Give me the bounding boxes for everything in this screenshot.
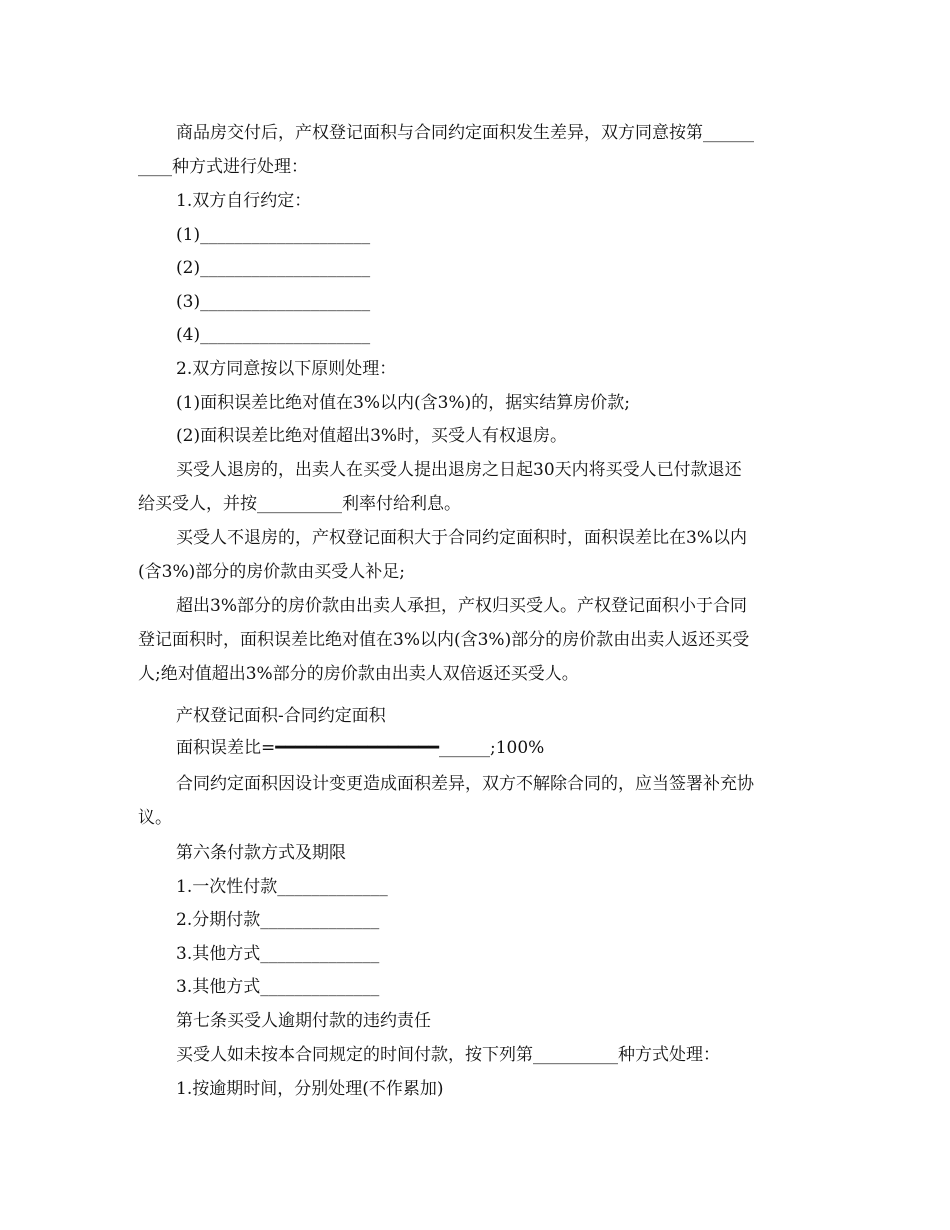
section-heading: 第七条买受人逾期付款的违约责任 [176,1011,431,1031]
paragraph-line: ____种方式进行处理： [138,157,308,177]
list-item: 1.双方自行约定： [176,191,312,211]
paragraph-line: 超出3%部分的房价款由出卖人承担，产权归买受人。产权登记面积小于合同 [176,596,747,616]
formula-line: 面积误差比=━━━━━━━━━━━━━━━━______;100% [176,738,545,758]
formula-numerator: 产权登记面积-合同约定面积 [176,706,386,726]
list-item: 1.按逾期时间，分别处理(不作累加) [176,1079,444,1099]
paragraph-line: 人;绝对值超出3%部分的房价款由出卖人双倍返还买受人。 [138,664,579,684]
paragraph-line: 议。 [138,808,172,828]
paragraph-line: 买受人如未按本合同规定的时间付款，按下列第__________种方式处理： [176,1045,720,1065]
paragraph-line: 登记面积时，面积误差比绝对值在3%以内(含3%)部分的房价款由出卖人返还买受 [138,630,750,650]
paragraph-line: 商品房交付后，产权登记面积与合同约定面积发生差异，双方同意按第______ [176,123,754,143]
list-item: (3)____________________ [176,292,371,312]
list-item: (4)____________________ [176,325,371,345]
paragraph-line: 买受人不退房的，产权登记面积大于合同约定面积时，面积误差比在3%以内 [176,528,747,548]
list-item: (2)____________________ [176,258,371,278]
list-item: 2.双方同意按以下原则处理： [176,359,397,379]
list-item: (1)面积误差比绝对值在3%以内(含3%)的，据实结算房价款; [176,393,631,413]
paragraph-line: (含3%)部分的房价款由买受人补足; [138,562,405,582]
paragraph-line: 给买受人，并按__________利率付给利息。 [138,494,461,514]
list-item: 3.其他方式______________ [176,977,380,997]
list-item: (1)____________________ [176,225,371,245]
list-item: 2.分期付款______________ [176,910,380,930]
list-item: 3.其他方式______________ [176,944,380,964]
section-heading: 第六条付款方式及期限 [176,843,346,863]
paragraph-line: 合同约定面积因设计变更造成面积差异，双方不解除合同的，应当签署补充协 [176,774,754,794]
list-item: 1.一次性付款_____________ [176,877,388,897]
paragraph-line: 买受人退房的，出卖人在买受人提出退房之日起30天内将买受人已付款退还 [176,460,742,480]
list-item: (2)面积误差比绝对值超出3%时，买受人有权退房。 [176,426,568,446]
